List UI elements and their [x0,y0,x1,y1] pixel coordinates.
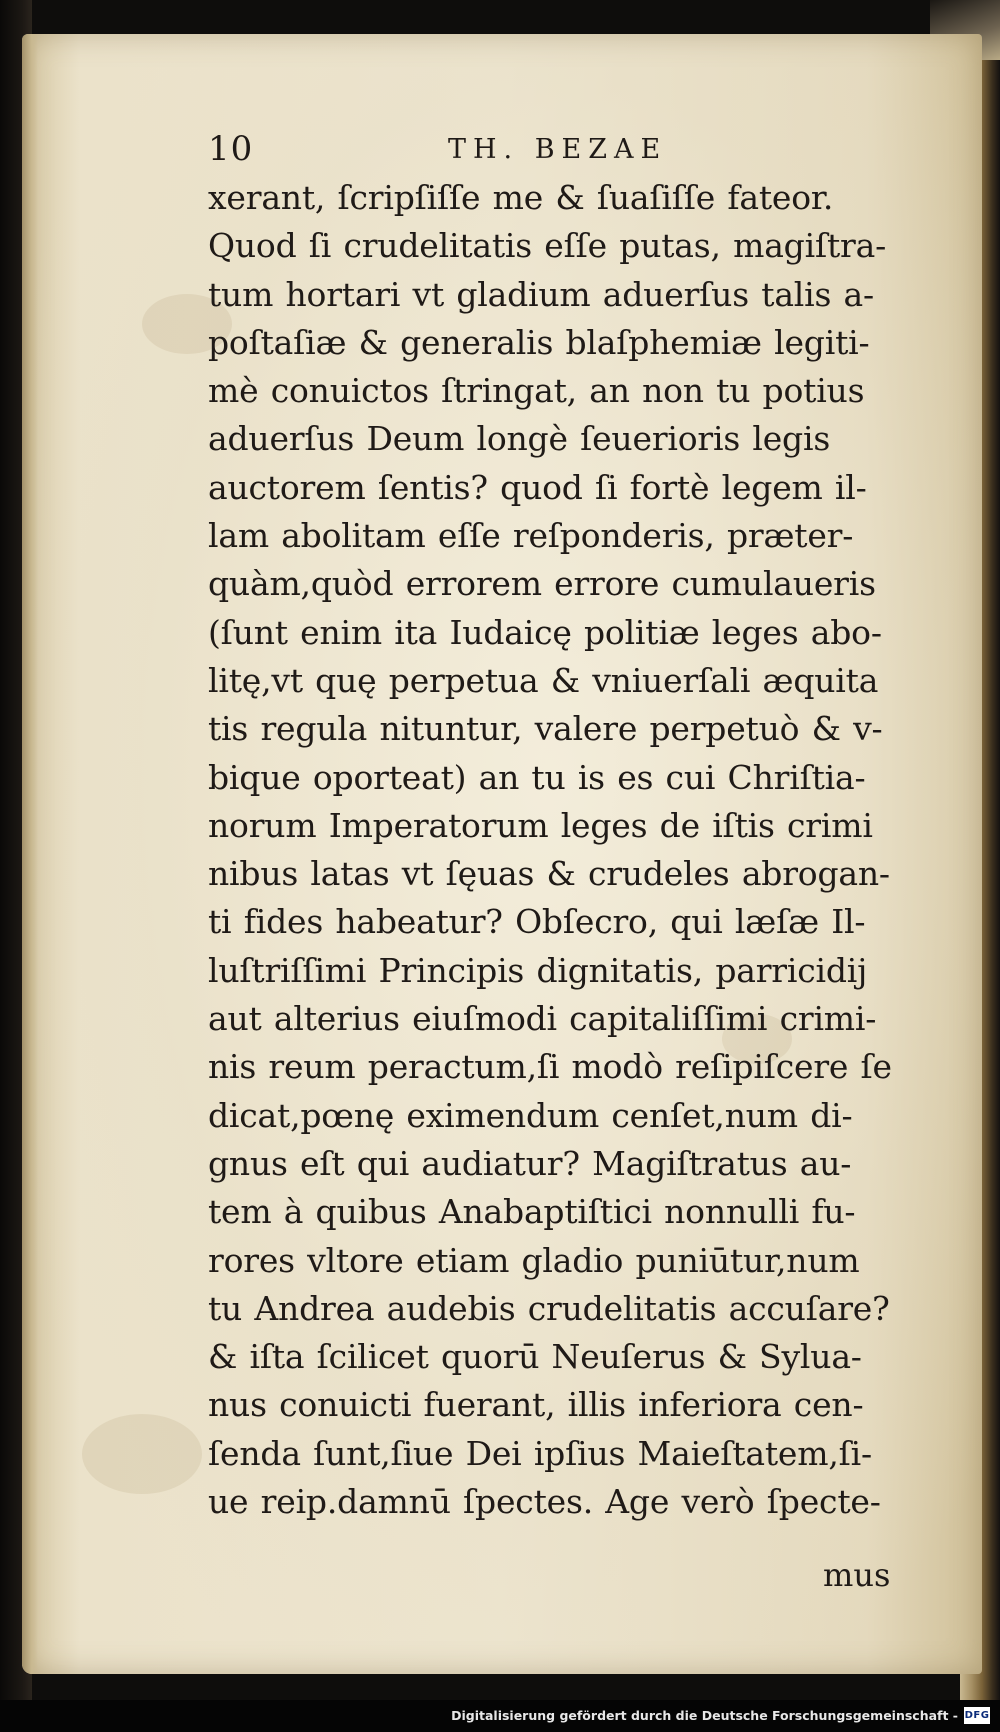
dfg-logo: DFG [964,1707,990,1724]
text-line: nus conuicti fuerant, illis inferiora cen- [208,1385,864,1425]
text-line: norum Imperatorum leges de iſtis crimi [208,805,873,845]
text-line: litę,vt quę perpetua & vniuerſali æquita [208,660,879,700]
text-line: aut alterius eiuſmodi capitaliſſimi crimi- [208,999,877,1039]
text-line: nibus latas vt ſęuas & crudeles abrogan- [208,854,890,894]
catchword: mus [823,1556,891,1594]
text-line: luſtriſſimi Principis dignitatis, parricidij [208,950,868,990]
page-number: 10 [208,129,254,169]
text-line: ue reip.damnū ſpectes. Age verò ſpecte- [208,1482,881,1522]
text-line: dicat,pœnę eximendum cenſet,num di- [208,1095,853,1135]
page-left-edge [22,34,38,1674]
text-line: ti fides habeatur? Obſecro, qui læſæ Il- [208,902,866,942]
running-head [208,112,908,169]
funding-credit: Digitalisierung gefördert durch die Deutsche Forschungsgemeinschaft - [451,1708,958,1723]
text-line: gnus eſt qui audiatur? Magiſtratus au- [208,1143,852,1183]
running-title: TH. BEZAE [448,134,668,165]
text-line: poſtaſiæ & generalis blaſphemiæ legiti- [208,322,870,362]
text-line: tu Andrea audebis crudelitatis accuſare? [208,1288,890,1328]
text-line: auctorem ſentis? quod ſi fortè legem il- [208,467,867,507]
text-line: bique oporteat) an tu is es cui Chriſtia- [208,757,866,797]
text-line: (ſunt enim ita Iudaicę politiæ leges abo- [208,612,882,652]
text-block [208,112,908,1594]
text-line: xerant, ſcripſiſſe me & ſuaſiſſe fateor. [208,178,834,217]
text-line: tem à quibus Anabaptiſtici nonnulli fu- [208,1192,856,1232]
text-line: Quod ſi crudelitatis eſſe putas, magiſtra- [208,226,887,266]
text-line: mè conuictos ſtringat, an non tu potius [208,371,865,411]
text-line: nis reum peractum,ſi modò reſipiſcere ſe [208,1047,892,1087]
text-line: & iſta ſcilicet quorū Neuſerus & Sylua- [208,1337,862,1377]
body-text [208,174,892,1526]
text-line: tis regula nituntur, valere perpetuò & v- [208,709,883,749]
text-line: ſenda ſunt,ſiue Dei ipſius Maieſtatem,ſi- [208,1433,872,1473]
text-line: quàm,quòd errorem errore cumulaueris [208,564,876,604]
footer-bar [0,1700,1000,1732]
text-line: tum hortari vt gladium aduerſus talis a- [208,274,874,314]
text-line: lam abolitam eſſe reſponderis, præter- [208,516,854,556]
text-line: aduerſus Deum longè ſeuerioris legis [208,419,831,459]
text-line: rores vltore etiam gladio puniūtur,num [208,1240,860,1280]
